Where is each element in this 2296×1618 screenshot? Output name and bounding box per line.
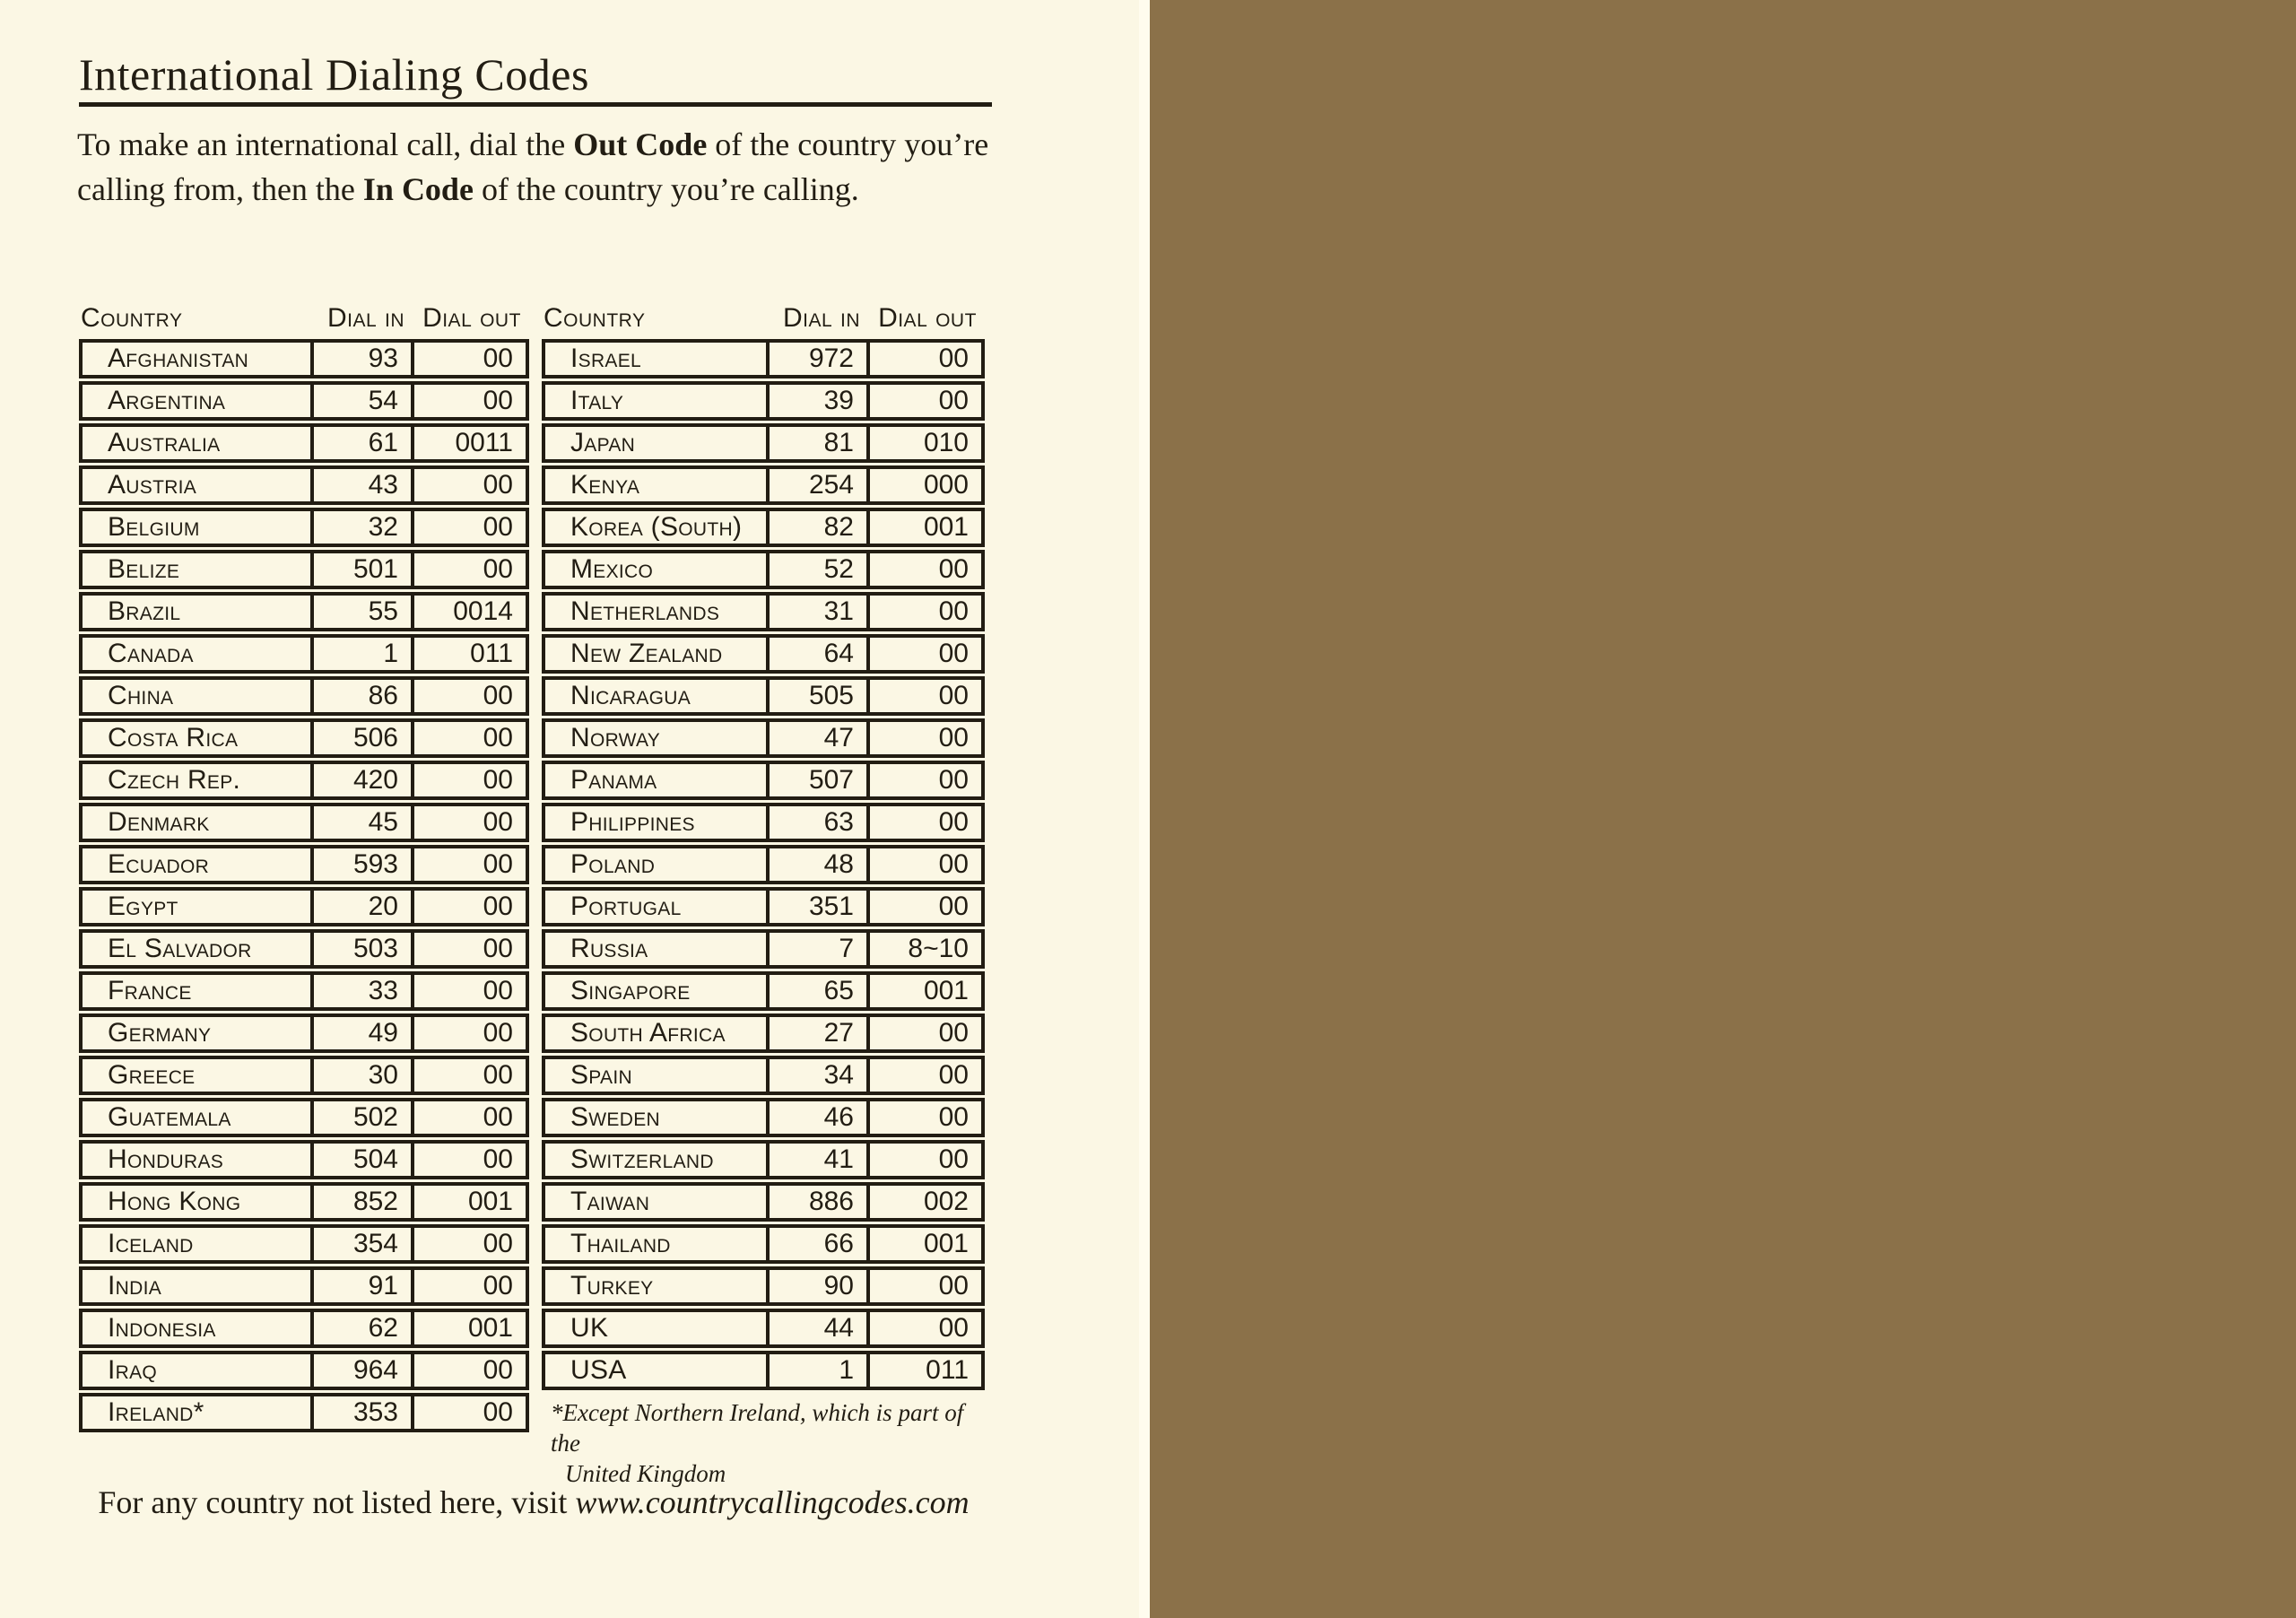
- table-row: [79, 1266, 529, 1306]
- dial-in-cell: 43: [314, 469, 414, 501]
- page-title: International Dialing Codes: [79, 49, 589, 100]
- table-row: [79, 339, 529, 378]
- table-row: [79, 971, 529, 1011]
- dial-out-cell: 00: [938, 1102, 969, 1132]
- dial-in-cell: 47: [770, 722, 870, 754]
- table-row: [542, 887, 985, 926]
- country-cell: Turkey: [545, 1270, 770, 1302]
- dial-out-cell: 00: [483, 1102, 513, 1132]
- table-row: [542, 1098, 985, 1137]
- dialing-table-left: [79, 296, 529, 1435]
- table-row: [542, 929, 985, 969]
- table-row: [79, 1140, 529, 1179]
- country-cell: Japan: [545, 427, 770, 459]
- country-cell: Germany: [83, 1017, 314, 1049]
- country-cell: Italy: [545, 385, 770, 417]
- dial-out-cell: 00: [938, 1018, 969, 1048]
- dial-out-cell: 8~10: [908, 934, 969, 963]
- dial-out-cell: 00: [483, 1229, 513, 1258]
- ireland-footnote: [551, 1397, 985, 1489]
- dial-out-cell: 00: [483, 1355, 513, 1385]
- dial-in-cell: 852: [314, 1186, 414, 1218]
- dial-out-cell: 00: [938, 386, 969, 415]
- table-row: [79, 592, 529, 631]
- dial-in-cell: 54: [314, 385, 414, 417]
- country-cell: Indonesia: [83, 1312, 314, 1344]
- dial-in-cell: 27: [770, 1017, 870, 1049]
- country-cell: Honduras: [83, 1144, 314, 1176]
- country-cell: Egypt: [83, 891, 314, 923]
- dial-out-cell: 000: [923, 470, 969, 500]
- table-body-left: [79, 339, 529, 1432]
- dial-in-cell: 351: [770, 891, 870, 923]
- dial-in-cell: 30: [314, 1059, 414, 1092]
- dial-out-cell: 001: [467, 1313, 513, 1343]
- dial-in-cell: 86: [314, 680, 414, 712]
- dial-out-cell: 00: [938, 892, 969, 921]
- country-cell: Hong Kong: [83, 1186, 314, 1218]
- country-cell: France: [83, 975, 314, 1007]
- dial-out-cell: 0014: [453, 596, 513, 626]
- dial-out-cell: 001: [923, 1229, 969, 1258]
- country-cell: Thailand: [545, 1228, 770, 1260]
- table-row: [542, 423, 985, 463]
- dial-in-cell: 64: [770, 638, 870, 670]
- country-cell: Sweden: [545, 1101, 770, 1134]
- table-row: [79, 423, 529, 463]
- dial-out-cell: 001: [923, 976, 969, 1005]
- dial-in-cell: 63: [770, 806, 870, 839]
- table-row: [79, 1182, 529, 1222]
- dial-out-cell: 00: [938, 1060, 969, 1090]
- country-cell: USA: [545, 1354, 770, 1387]
- dial-out-cell: 00: [483, 976, 513, 1005]
- dial-in-cell: 506: [314, 722, 414, 754]
- dial-in-cell: 45: [314, 806, 414, 839]
- intro-text: [77, 122, 992, 212]
- country-cell: Mexico: [545, 553, 770, 586]
- dial-out-cell: 0011: [455, 428, 513, 457]
- table-row: [79, 1224, 529, 1264]
- country-cell: Ireland*: [83, 1396, 314, 1429]
- dial-in-cell: 34: [770, 1059, 870, 1092]
- dial-out-cell: 00: [483, 849, 513, 879]
- table-row: [542, 1056, 985, 1095]
- country-cell: Afghanistan: [83, 343, 314, 375]
- dial-out-cell: 00: [483, 807, 513, 837]
- table-row: [79, 1351, 529, 1390]
- dial-in-cell: 31: [770, 596, 870, 628]
- dial-out-cell: 001: [923, 512, 969, 542]
- dial-in-cell: 90: [770, 1270, 870, 1302]
- table-row: [542, 381, 985, 421]
- dial-out-cell: 002: [923, 1187, 969, 1216]
- dial-in-cell: 39: [770, 385, 870, 417]
- dial-in-cell: 44: [770, 1312, 870, 1344]
- country-cell: Guatemala: [83, 1101, 314, 1134]
- table-row: [542, 1140, 985, 1179]
- table-row: [79, 1013, 529, 1053]
- country-cell: India: [83, 1270, 314, 1302]
- footer-note: [79, 1483, 988, 1521]
- dial-out-cell: 00: [483, 765, 513, 795]
- dial-in-cell: 1: [314, 638, 414, 670]
- table-body-right: [542, 339, 985, 1390]
- column-header-dial-in: Dial in: [782, 303, 861, 333]
- dial-out-cell: 00: [483, 344, 513, 373]
- page-edge-highlight: [1139, 0, 1150, 1618]
- dial-in-cell: 32: [314, 511, 414, 544]
- dial-out-cell: 00: [483, 554, 513, 584]
- country-cell: Spain: [545, 1059, 770, 1092]
- dial-out-cell: 010: [923, 428, 969, 457]
- country-cell: Norway: [545, 722, 770, 754]
- book-cover-background: [1150, 0, 2296, 1618]
- country-cell: Taiwan: [545, 1186, 770, 1218]
- country-cell: Belize: [83, 553, 314, 586]
- dial-out-cell: 00: [483, 512, 513, 542]
- in-code-bold: In Code: [362, 171, 474, 207]
- dial-in-cell: 505: [770, 680, 870, 712]
- dial-in-cell: 41: [770, 1144, 870, 1176]
- table-row: [542, 339, 985, 378]
- dialing-table-right: [542, 296, 985, 1489]
- table-row: [79, 634, 529, 674]
- country-cell: Belgium: [83, 511, 314, 544]
- country-cell: Costa Rica: [83, 722, 314, 754]
- table-row: [79, 550, 529, 589]
- country-cell: Brazil: [83, 596, 314, 628]
- country-cell: Singapore: [545, 975, 770, 1007]
- dial-out-cell: 00: [938, 765, 969, 795]
- dial-out-cell: 00: [483, 892, 513, 921]
- country-cell: Nicaragua: [545, 680, 770, 712]
- country-cell: South Africa: [545, 1017, 770, 1049]
- dial-in-cell: 49: [314, 1017, 414, 1049]
- country-cell: Netherlands: [545, 596, 770, 628]
- table-row: [79, 1098, 529, 1137]
- dial-in-cell: 93: [314, 343, 414, 375]
- table-row: [542, 1224, 985, 1264]
- dial-in-cell: 7: [770, 933, 870, 965]
- dial-in-cell: 420: [314, 764, 414, 796]
- table-row: [542, 634, 985, 674]
- column-header-dial-out: Dial out: [878, 303, 977, 333]
- dial-out-cell: 00: [483, 934, 513, 963]
- country-cell: Denmark: [83, 806, 314, 839]
- table-row: [542, 845, 985, 884]
- country-cell: China: [83, 680, 314, 712]
- column-header-country: Country: [81, 303, 183, 333]
- dial-out-cell: 00: [938, 1313, 969, 1343]
- table-row: [79, 1309, 529, 1348]
- dial-in-cell: 502: [314, 1101, 414, 1134]
- dial-out-cell: 00: [938, 1144, 969, 1174]
- dial-out-cell: 00: [483, 1018, 513, 1048]
- out-code-bold: Out Code: [573, 126, 708, 162]
- dial-out-cell: 00: [938, 723, 969, 752]
- table-row: [542, 761, 985, 800]
- table-row: [542, 1266, 985, 1306]
- dial-out-cell: 00: [938, 807, 969, 837]
- dial-in-cell: 353: [314, 1396, 414, 1429]
- table-row: [542, 465, 985, 505]
- table-row: [79, 1056, 529, 1095]
- table-row: [79, 718, 529, 758]
- dial-out-cell: 00: [483, 1271, 513, 1300]
- dial-in-cell: 91: [314, 1270, 414, 1302]
- footnote-line-2: United Kingdom: [565, 1460, 726, 1487]
- country-cell: Austria: [83, 469, 314, 501]
- dial-in-cell: 354: [314, 1228, 414, 1260]
- dial-in-cell: 33: [314, 975, 414, 1007]
- country-cell: Panama: [545, 764, 770, 796]
- country-cell: Czech Rep.: [83, 764, 314, 796]
- dial-in-cell: 972: [770, 343, 870, 375]
- footer-text: For any country not listed here, visit: [98, 1484, 576, 1520]
- footnote-line-1: *Except Northern Ireland, which is part of the: [551, 1399, 964, 1457]
- dial-in-cell: 81: [770, 427, 870, 459]
- dial-out-cell: 00: [483, 470, 513, 500]
- country-cell: Israel: [545, 343, 770, 375]
- dial-in-cell: 254: [770, 469, 870, 501]
- dial-out-cell: 00: [483, 681, 513, 710]
- dial-in-cell: 501: [314, 553, 414, 586]
- dial-in-cell: 61: [314, 427, 414, 459]
- table-row: [79, 845, 529, 884]
- dial-out-cell: 00: [938, 554, 969, 584]
- dial-in-cell: 1: [770, 1354, 870, 1387]
- table-row: [79, 465, 529, 505]
- dial-out-cell: 00: [483, 1397, 513, 1427]
- table-row: [542, 508, 985, 547]
- country-cell: Portugal: [545, 891, 770, 923]
- table-row: [79, 761, 529, 800]
- dial-out-cell: 00: [938, 849, 969, 879]
- dial-in-cell: 52: [770, 553, 870, 586]
- dial-in-cell: 593: [314, 848, 414, 881]
- dial-in-cell: 48: [770, 848, 870, 881]
- title-underline: [79, 102, 992, 107]
- column-header-country: Country: [544, 303, 646, 333]
- dial-in-cell: 964: [314, 1354, 414, 1387]
- dial-in-cell: 55: [314, 596, 414, 628]
- country-cell: UK: [545, 1312, 770, 1344]
- dial-out-cell: 00: [938, 681, 969, 710]
- dial-in-cell: 503: [314, 933, 414, 965]
- table-row: [542, 550, 985, 589]
- country-cell: El Salvador: [83, 933, 314, 965]
- dial-out-cell: 001: [467, 1187, 513, 1216]
- dial-in-cell: 46: [770, 1101, 870, 1134]
- country-cell: Poland: [545, 848, 770, 881]
- table-row: [79, 676, 529, 716]
- dial-in-cell: 504: [314, 1144, 414, 1176]
- table-row: [542, 1013, 985, 1053]
- country-cell: Kenya: [545, 469, 770, 501]
- country-cell: Iraq: [83, 1354, 314, 1387]
- dial-in-cell: 65: [770, 975, 870, 1007]
- country-cell: Iceland: [83, 1228, 314, 1260]
- column-header-dial-in: Dial in: [326, 303, 405, 333]
- dial-in-cell: 507: [770, 764, 870, 796]
- intro-line-1: To make an international call, dial the Out Code of the country you’re: [77, 126, 989, 162]
- table-row: [542, 592, 985, 631]
- country-cell: Canada: [83, 638, 314, 670]
- dial-out-cell: 00: [938, 344, 969, 373]
- column-header-dial-out: Dial out: [422, 303, 521, 333]
- table-row: [79, 929, 529, 969]
- table-row: [542, 803, 985, 842]
- dial-in-cell: 62: [314, 1312, 414, 1344]
- dial-out-cell: 00: [483, 1060, 513, 1090]
- country-cell: Korea (South): [545, 511, 770, 544]
- table-row: [79, 381, 529, 421]
- country-cell: Russia: [545, 933, 770, 965]
- dial-in-cell: 82: [770, 511, 870, 544]
- table-row: [542, 1309, 985, 1348]
- dial-out-cell: 00: [938, 596, 969, 626]
- table-row: [79, 508, 529, 547]
- dial-out-cell: 00: [483, 1144, 513, 1174]
- table-row: [542, 676, 985, 716]
- dial-in-cell: 66: [770, 1228, 870, 1260]
- table-row: [79, 803, 529, 842]
- table-row: [542, 718, 985, 758]
- dial-in-cell: 886: [770, 1186, 870, 1218]
- table-row: [542, 1351, 985, 1390]
- dial-out-cell: 011: [926, 1355, 969, 1385]
- dial-out-cell: 00: [938, 639, 969, 668]
- table-row: [542, 1182, 985, 1222]
- table-row: [79, 1393, 529, 1432]
- table-row: [542, 971, 985, 1011]
- dial-out-cell: 011: [470, 639, 513, 668]
- dial-in-cell: 20: [314, 891, 414, 923]
- table-header-left: [79, 296, 529, 339]
- country-cell: New Zealand: [545, 638, 770, 670]
- dial-out-cell: 00: [483, 723, 513, 752]
- dial-out-cell: 00: [483, 386, 513, 415]
- country-cell: Ecuador: [83, 848, 314, 881]
- dialing-codes-tables: [79, 296, 985, 1489]
- country-cell: Philippines: [545, 806, 770, 839]
- intro-line-2: calling from, then the In Code of the country you’re calling.: [77, 171, 859, 207]
- country-cell: Argentina: [83, 385, 314, 417]
- footer-url: www.countrycallingcodes.com: [575, 1484, 970, 1520]
- dial-out-cell: 00: [938, 1271, 969, 1300]
- table-header-right: [542, 296, 985, 339]
- country-cell: Switzerland: [545, 1144, 770, 1176]
- country-cell: Australia: [83, 427, 314, 459]
- table-row: [79, 887, 529, 926]
- country-cell: Greece: [83, 1059, 314, 1092]
